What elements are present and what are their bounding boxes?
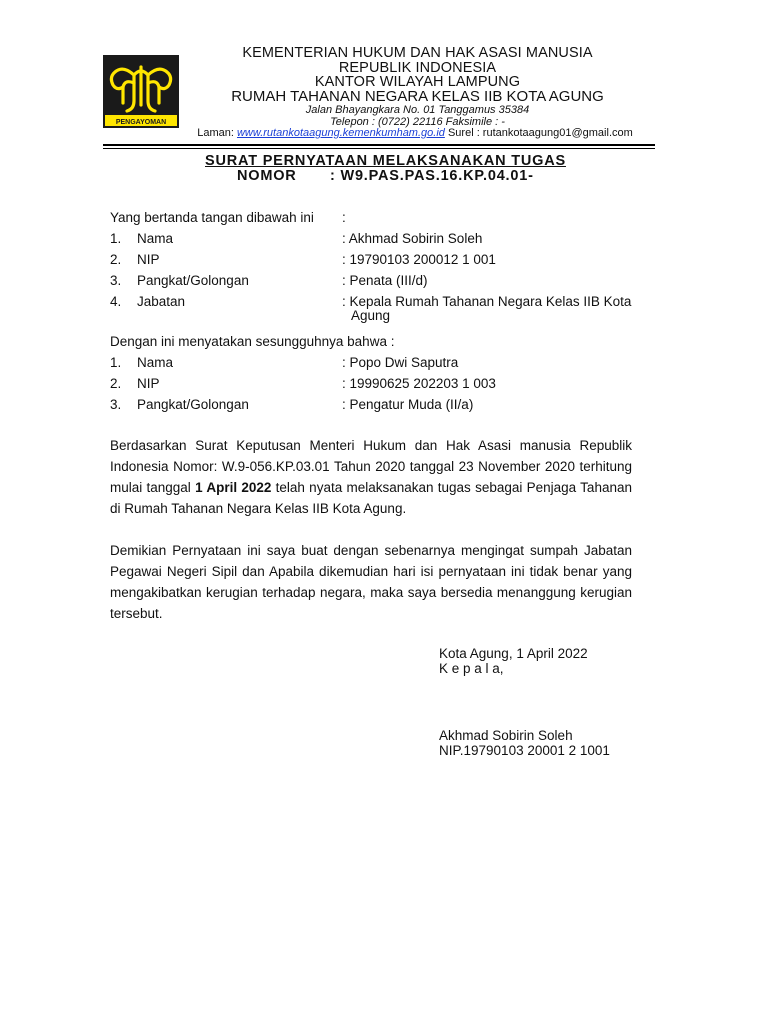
logo-caption: PENGAYOMAN: [115, 119, 167, 126]
site-label: Laman:: [197, 127, 234, 139]
kop-institution: RUMAH TAHANAN NEGARA KELAS IIB KOTA AGUNG: [231, 88, 604, 105]
subject-num-3: 3.: [110, 397, 122, 412]
header-rule-thin: [103, 148, 655, 149]
subject-intro: Dengan ini menyatakan sesungguhnya bahwa :: [110, 334, 395, 349]
signature-nip: NIP.19790103 20001 2 1001: [439, 743, 610, 758]
signer-label-name: Nama: [137, 231, 174, 246]
signer-value-position: : Kepala Rumah Tahanan Negara Kelas IIB Kota: [342, 294, 632, 309]
subject-label-name: Nama: [137, 355, 174, 370]
nomor-value: : W9.PAS.PAS.16.KP.04.01-: [330, 168, 534, 184]
signer-num-2: 2.: [110, 252, 122, 267]
nomor-label: NOMOR: [237, 168, 297, 184]
subject-value-name: : Popo Dwi Saputra: [342, 355, 459, 370]
kop-ministry: KEMENTERIAN HUKUM DAN HAK ASASI MANUSIA: [242, 45, 593, 61]
signer-label-position: Jabatan: [137, 294, 186, 309]
p1-text-after: telah nyata melaksanakan tugas sebagai Penjaga Tahanan di Rumah Tahanan Negara Kelas IIB Kota Agung.: [110, 480, 632, 516]
signature-place-date: Kota Agung, 1 April 2022: [439, 646, 588, 661]
subject-value-rank: : Pengatur Muda (II/a): [342, 397, 474, 412]
subject-value-nip: : 19990625 202203 1 003: [342, 376, 496, 391]
kop-phone: Telepon : (0722) 22116 Faksimile : -: [330, 116, 505, 128]
signer-value-position-cont: Agung: [351, 308, 391, 323]
kop-contact: [150, 128, 680, 139]
signer-value-name: : Akhmad Sobirin Soleh: [342, 231, 483, 246]
pengayoman-logo: [103, 55, 179, 128]
signer-num-1: 1.: [110, 231, 122, 246]
signature-name: Akhmad Sobirin Soleh: [439, 728, 573, 743]
signer-label-rank: Pangkat/Golongan: [137, 273, 249, 288]
kop-republic: REPUBLIK INDONESIA: [338, 60, 497, 76]
body-paragraph-2: Demikian Pernyataan ini saya buat dengan sebenarnya mengingat sumpah Jabatan Pegawai Negeri Sipil dan Apabila dikemudian hari isi pernyataan ini tidak benar yang mengakibatkan kerugian terhadap negara, maka saya bersedia menanggung kerugian tersebut.: [110, 543, 632, 621]
signer-intro: Yang bertanda tangan dibawah ini: [110, 210, 314, 225]
body-paragraph-1: [110, 435, 632, 519]
subject-num-1: 1.: [110, 355, 122, 370]
kop-regional-office: KANTOR WILAYAH LAMPUNG: [314, 74, 521, 90]
kop-address: Jalan Bhayangkara No. 01 Tanggamus 35384: [305, 104, 530, 116]
signer-label-nip: NIP: [137, 252, 160, 267]
signer-value-rank: : Penata (III/d): [342, 273, 428, 288]
pengayoman-emblem-icon: [103, 55, 179, 128]
email-text: Surel : rutankotaagung01@gmail.com: [447, 127, 633, 139]
p1-text-before: Berdasarkan Surat Keputusan Menteri Hukum dan Hak Asasi manusia Republik Indonesia Nomor: W.9-056.KP.03.01 Tahun 2020 tanggal 23 November 2020 terhitung mulai tanggal: [110, 438, 632, 495]
p1-start-date: 1 April 2022: [195, 480, 272, 495]
signer-num-3: 3.: [110, 273, 122, 288]
document-title: SURAT PERNYATAAN MELAKSANAKAN TUGAS: [205, 153, 566, 169]
signer-intro-colon: :: [342, 210, 346, 225]
subject-label-rank: Pangkat/Golongan: [137, 397, 249, 412]
subject-num-2: 2.: [110, 376, 122, 391]
site-link[interactable]: www.rutankotaagung.kemenkumham.go.id: [236, 127, 445, 139]
header-rule-thick: [103, 144, 655, 146]
signer-value-nip: : 19790103 200012 1 001: [342, 252, 496, 267]
subject-label-nip: NIP: [137, 376, 160, 391]
signature-position: K e p a l a,: [439, 661, 504, 676]
signer-num-4: 4.: [110, 294, 122, 309]
